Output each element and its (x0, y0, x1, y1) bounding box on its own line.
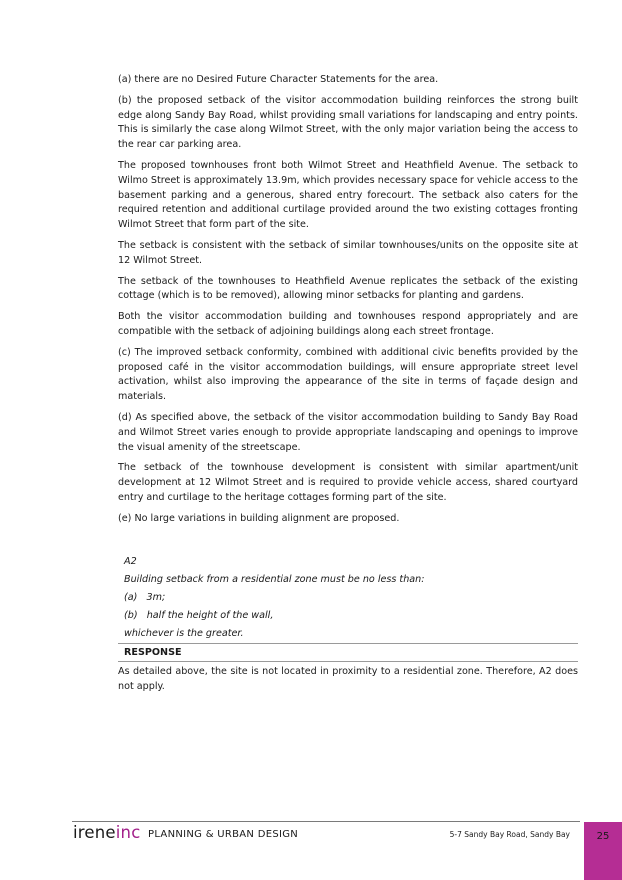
paragraph: The setback of the townhouses to Heathfield Avenue replicates the setback of the existing cottage (which is to be removed), allowing minor setbacks for planting and gardens. (118, 275, 578, 302)
paragraph: (d) As specified above, the setback of the visitor accommodation building to Sandy Bay Road and Wilmot Street varies enough to provide appropriate landscaping and openings to improve the visual amenity of the streetscape. (118, 411, 578, 453)
footer-divider (72, 821, 580, 822)
page-number: 25 (596, 831, 610, 842)
paragraph: (e) No large variations in building alignment are proposed. (118, 512, 400, 524)
requirement-closing: whichever is the greater. (118, 625, 578, 644)
requirement-box (118, 553, 578, 662)
paragraph: The proposed townhouses front both Wilmot Street and Heathfield Avenue. The setback to Wilmo Street is approximately 13.9m, which provides necessary space for vehicle access to the basement parking and a generous, shared entry forecourt. The setback also caters for the required retention and additional curtilage provided around the two existing cottages fronting Wilmot Street that form part of the site. (118, 159, 578, 231)
paragraph: The setback is consistent with the setback of similar townhouses/units on the opposite site at 12 Wilmot Street. (118, 239, 578, 266)
response-heading: RESPONSE (118, 644, 578, 662)
paragraph: Both the visitor accommodation building and townhouses respond appropriately and are compatible with the setback of adjoining buildings along each street frontage. (118, 311, 578, 337)
requirement-item-a: (a) 3m; (124, 592, 166, 603)
response-text: As detailed above, the site is not located in proximity to a residential zone. Therefore, A2 does not apply. (118, 666, 578, 692)
paragraph: The setback of the townhouse development is consistent with similar apartment/unit development at 12 Wilmot Street and is required to provide vehicle access, shared courtyard entry and curtilage to the heritage cottages forming part of the site. (118, 462, 578, 503)
paragraph: (b) the proposed setback of the visitor accommodation building reinforces the strong built edge along Sandy Bay Road, whilst providing small variations for landscaping and entry points. This is similarly the case along Wilmot Street, with the only major variation being the access to the rear car parking area. (118, 94, 578, 151)
requirement-statement: Building setback from a residential zone must be no less than: (124, 574, 425, 585)
brand-logo (73, 823, 140, 842)
paragraph: (a) there are no Desired Future Character Statements for the area. (118, 74, 439, 85)
footer-address: 5-7 Sandy Bay Road, Sandy Bay (449, 830, 570, 839)
requirement-code: A2 (124, 556, 137, 567)
logo-text-inc: inc (115, 823, 141, 842)
brand-tagline: PLANNING & URBAN DESIGN (148, 829, 299, 840)
body-text (118, 73, 578, 533)
page-number-tab (584, 822, 622, 880)
paragraph: (c) The improved setback conformity, combined with additional civic benefits provided by the proposed café in the visitor accommodation buildings, will ensure appropriate street level activation, whilst also improving the appearance of the site in terms of façade design and materials. (118, 346, 578, 403)
logo-text-irene: irene (73, 823, 116, 842)
requirement-item-b: (b) half the height of the wall, (124, 610, 274, 621)
